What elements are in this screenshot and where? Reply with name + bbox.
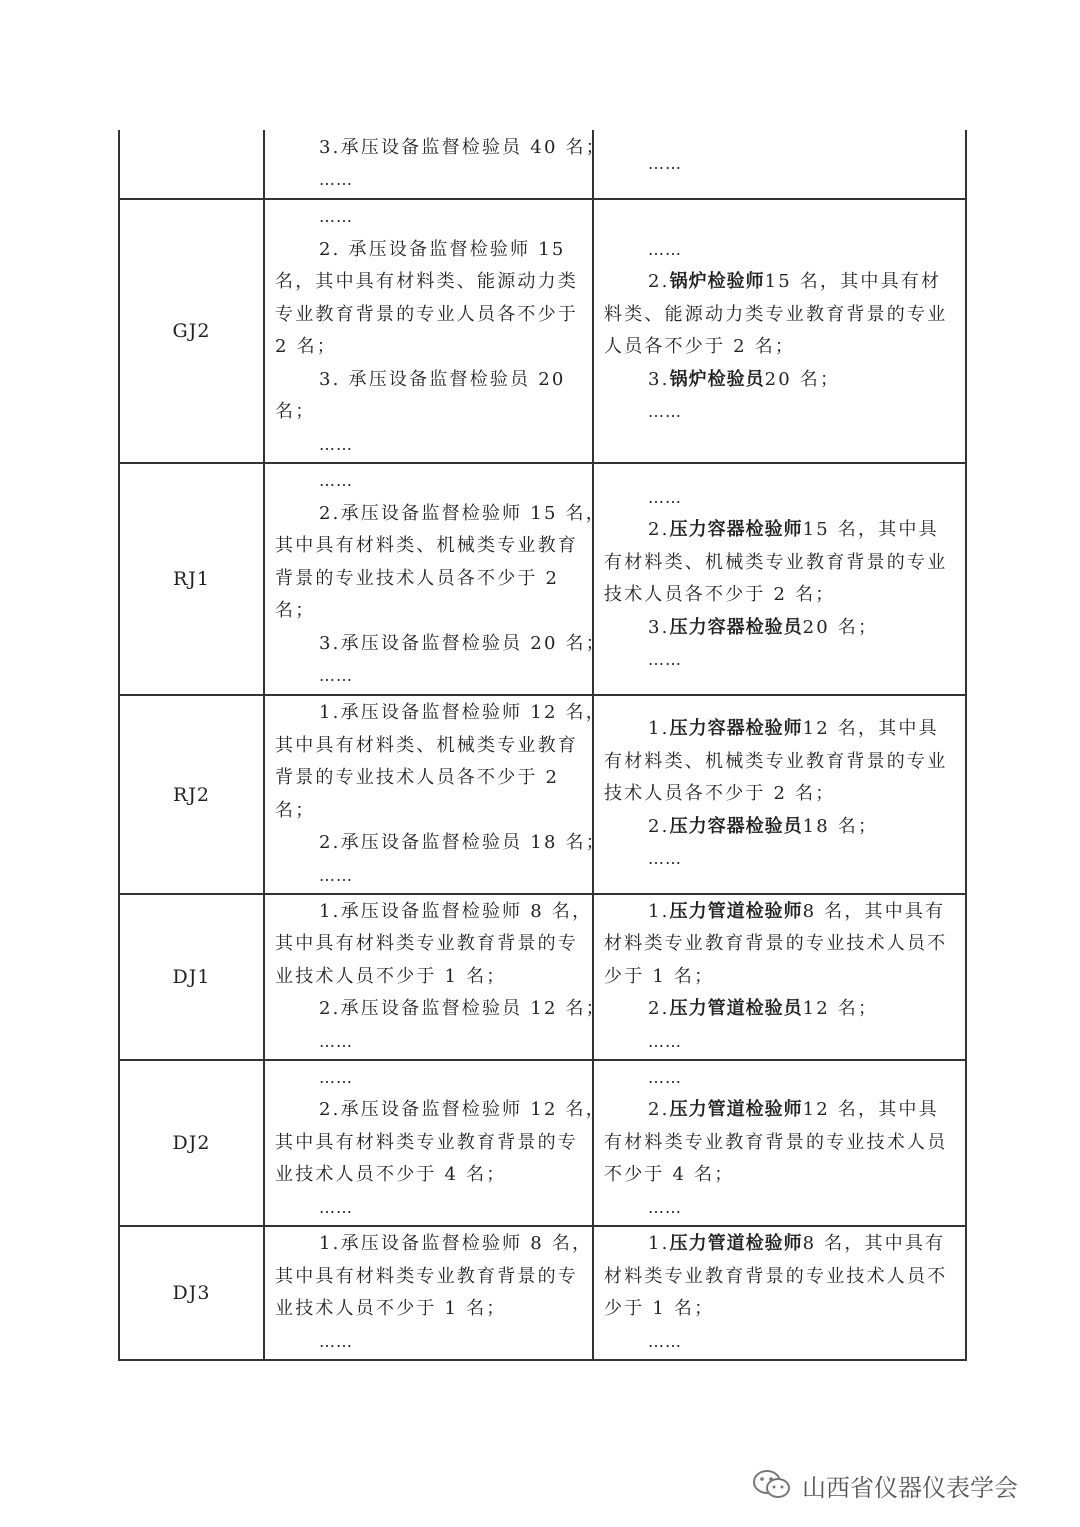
wechat-icon	[752, 1468, 792, 1502]
table-row	[120, 462, 965, 694]
category-code-cell	[120, 130, 265, 198]
table-row	[120, 1059, 965, 1225]
original-requirement-cell: 1.承压设备监督检验师 8 名， 其中具有材料类专业教育背景的专 业技术人员不少于 1 名； ……	[265, 1227, 594, 1359]
revised-requirement-cell: 1.压力容器检验师12 名，其中具 有材料类、机械类专业教育背景的专业 技术人员各不少于 2 名； 2.压力容器检验员18 名； ……	[604, 718, 948, 869]
category-code-cell: GJ2	[120, 200, 265, 462]
category-code-cell: RJ2	[120, 696, 265, 893]
original-requirement-cell: 1.承压设备监督检验师 8 名， 其中具有材料类专业教育背景的专 业技术人员不少于 1 名； 2.承压设备监督检验员 12 名； ……	[265, 895, 594, 1059]
category-code-cell: DJ1	[120, 895, 265, 1059]
original-requirement-cell: 1.承压设备监督检验师 12 名， 其中具有材料类、机械类专业教育 背景的专业技术人员各不少于 2 名； 2.承压设备监督检验员 18 名； ……	[265, 696, 594, 893]
revised-requirement-cell: ……	[648, 153, 682, 173]
table-row	[120, 893, 965, 1059]
revised-requirement-cell: …… 2.锅炉检验师15 名，其中具有材 料类、能源动力类专业教育背景的专业 人员各不少于 2 名； 3.锅炉检验员20 名； ……	[604, 239, 948, 421]
revised-requirement-cell: 1.压力管道检验师8 名，其中具有 材料类专业教育背景的专业技术人员不 少于 1 名； ……	[604, 1233, 948, 1351]
watermark-text: 山西省仪器仪表学会	[802, 1473, 1018, 1502]
position-title: 压力管道检验师	[669, 1233, 803, 1254]
position-title: 压力管道检验员	[669, 998, 803, 1020]
original-requirement-cell: …… 2. 承压设备监督检验师 15 名，其中具有材料类、能源动力类 专业教育背景的专业人员各不少于 2 名； 3. 承压设备监督检验员 20 名； ……	[265, 200, 594, 462]
requirements-table	[118, 130, 967, 1361]
table-row	[120, 198, 965, 462]
position-title: 压力容器检验师	[669, 519, 803, 540]
original-requirement-cell: …… 2.承压设备监督检验师 15 名， 其中具有材料类、机械类专业教育 背景的专业技术人员各不少于 2 名； 3.承压设备监督检验员 20 名； ……	[265, 464, 594, 694]
position-title: 锅炉检验师	[669, 271, 765, 292]
position-title: 压力容器检验师	[669, 718, 803, 740]
category-code-cell: DJ2	[120, 1061, 265, 1225]
position-title: 压力管道检验师	[669, 900, 803, 922]
revised-requirement-cell: 1.压力管道检验师8 名，其中具有 材料类专业教育背景的专业技术人员不 少于 1 名； 2.压力管道检验员12 名； ……	[604, 900, 948, 1051]
category-code-cell: DJ3	[120, 1227, 265, 1359]
original-requirement-cell: 3.承压设备监督检验员 40 名； ……	[265, 130, 594, 198]
table-row	[120, 694, 965, 893]
category-code-cell: RJ1	[120, 464, 265, 694]
table-row	[120, 1225, 965, 1359]
table-row	[120, 130, 965, 198]
position-title: 锅炉检验员	[669, 368, 765, 390]
position-title: 压力容器检验员	[669, 616, 803, 638]
position-title: 压力容器检验员	[669, 815, 803, 837]
original-requirement-cell: …… 2.承压设备监督检验师 12 名， 其中具有材料类专业教育背景的专 业技术人员不少于 4 名； ……	[265, 1061, 594, 1225]
watermark	[752, 1465, 1018, 1505]
revised-requirement-cell: …… 2.压力容器检验师15 名，其中具 有材料类、机械类专业教育背景的专业 技术人员各不少于 2 名； 3.压力容器检验员20 名； ……	[604, 487, 948, 669]
revised-requirement-cell: …… 2.压力管道检验师12 名，其中具 有材料类专业教育背景的专业技术人员 不少于 4 名； ……	[604, 1067, 948, 1217]
position-title: 压力管道检验师	[669, 1099, 803, 1121]
